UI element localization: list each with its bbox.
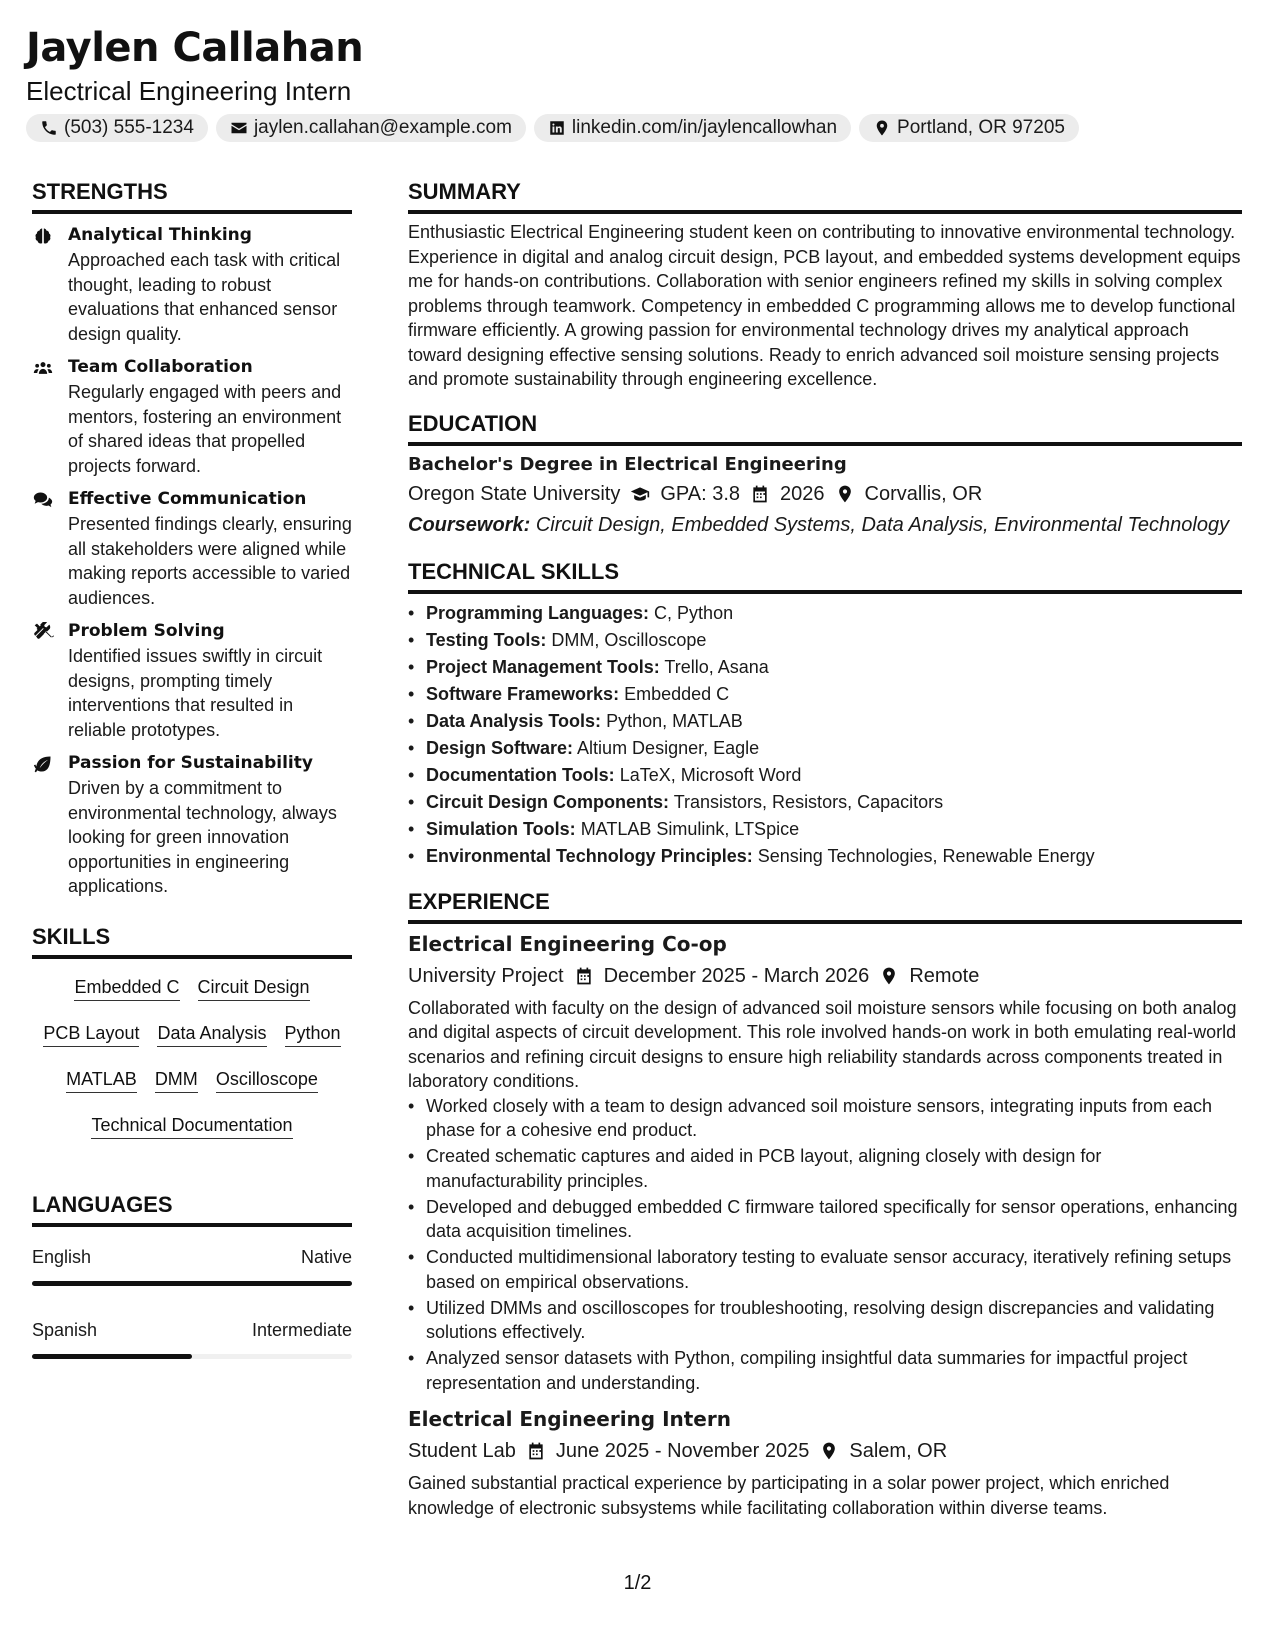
skill-values: Sensing Technologies, Renewable Energy [757,845,1095,866]
graduation-year: 2026 [780,482,825,505]
skill-values: Trello, Asana [664,656,769,677]
skill-values: MATLAB Simulink, LTSpice [580,818,800,839]
users-icon [32,358,54,378]
job-meta [408,960,1242,992]
strength-item [32,618,352,742]
skill-tag: PCB Layout [43,1021,139,1047]
list-item [408,735,1242,762]
skill-values: Altium Designer, Eagle [577,737,760,758]
job-description: Gained substantial practical experience by participating in a solar power project, which enriched knowledge of electronic subsystems while facilitating collaboration within diverse teams. [408,1473,1170,1518]
skill-category: Programming Languages: [426,602,650,623]
list-item [408,789,1242,816]
strength-desc: Identified issues swiftly in circuit designs, prompting timely interventions that resulted in reliable prototypes. [68,646,323,740]
summary-heading: SUMMARY [408,178,1242,214]
job-location: Salem, OR [849,1440,948,1462]
list-item [408,762,1242,789]
degree-title: Bachelor's Degree in Electrical Engineering [408,453,847,475]
brain-icon [32,226,54,246]
job-bullets [408,1094,1242,1396]
strength-item [32,222,352,346]
skill-values: Transistors, Resistors, Capacitors [673,791,944,812]
contact-linkedin[interactable] [534,114,851,142]
comments-icon [32,490,54,510]
education-heading: EDUCATION [408,410,1242,446]
skill-tag: Embedded C [74,975,179,1001]
skill-tag: Data Analysis [157,1021,266,1047]
skill-category: Environmental Technology Principles: [426,845,753,866]
job-meta [408,1435,1242,1467]
strength-title: Problem Solving [68,621,225,641]
job-location: Remote [909,964,980,987]
skill-values: Python, MATLAB [606,710,743,731]
school-location: Corvallis, OR [864,482,983,505]
coursework [408,510,1242,540]
list-item [408,681,1242,708]
list-item [408,708,1242,735]
skill-category: Project Management Tools: [426,656,660,677]
school-name: Oregon State University [408,482,621,505]
skill-category: Simulation Tools: [426,818,576,839]
skill-category: Documentation Tools: [426,764,615,785]
job-dates: June 2025 - November 2025 [555,1440,810,1462]
contact-phone[interactable] [26,114,208,142]
list-item: • Analyzed sensor datasets with Python, compiling insightful data summaries for impactful project representation and understanding. [408,1346,1242,1395]
education-section [408,410,1242,540]
strength-desc: Presented findings clearly, ensuring all stakeholders were aligned while making reports accessible to varied audiences. [68,514,352,608]
technical-skills-list [408,600,1242,870]
language-proficiency-bar [32,1354,352,1359]
resume-header [26,20,1256,142]
skill-tag: MATLAB [66,1067,137,1093]
experience-heading: EXPERIENCE [408,888,1242,924]
coursework-label: Coursework: [408,513,531,536]
skill-category: Circuit Design Components: [426,791,670,812]
skill-category: Design Software: [426,737,574,758]
education-meta [408,478,1242,510]
leaf-icon [32,754,54,774]
skill-tag: Python [285,1021,341,1047]
language-proficiency-bar [32,1281,352,1286]
map-pin-icon [879,966,899,986]
list-item: • Conducted multidimensional laboratory testing to evaluate sensor accuracy, iteratively refining setups based on empirical observations. [408,1245,1242,1294]
skill-values: C, Python [654,602,734,623]
skill-category: Testing Tools: [426,629,547,650]
job-title: Electrical Engineering Co-op [408,931,727,956]
linkedin-icon [548,119,566,137]
strength-desc: Approached each task with critical thought, leading to robust evaluations that enhanced sensor design quality. [68,250,341,344]
contact-linkedin-text: linkedin.com/in/jaylencallowhan [571,117,838,138]
language-level: Intermediate [251,1319,352,1340]
strengths-heading: STRENGTHS [32,178,352,214]
contact-email-text: jaylen.callahan@example.com [253,117,512,138]
contact-location-text: Portland, OR 97205 [897,117,1065,138]
list-item: • Utilized DMMs and oscilloscopes for troubleshooting, resolving design discrepancies and validating solutions effectively. [408,1296,1242,1345]
skill-category: Software Frameworks: [426,683,620,704]
gpa: GPA: 3.8 [660,482,740,505]
graduation-cap-icon [630,484,650,504]
list-item: • Worked closely with a team to design advanced soil moisture sensors, integrating inputs from each phase for a cohesive end product. [408,1094,1242,1143]
experience-entry [408,1403,1242,1520]
page-number: 1/2 [623,1572,652,1594]
strength-item [32,750,352,899]
language-proficiency-fill [32,1354,192,1359]
list-item [408,654,1242,681]
skill-category: Data Analysis Tools: [426,710,602,731]
job-dates: December 2025 - March 2026 [603,964,870,987]
phone-icon [40,119,58,137]
list-item [408,627,1242,654]
strength-title: Passion for Sustainability [68,753,313,773]
contact-location [859,114,1079,142]
calendar-icon [750,484,770,504]
skills-section [32,923,352,1139]
tools-icon [32,622,54,642]
skill-values: Embedded C [624,683,730,704]
job-org: Student Lab [408,1440,516,1462]
contact-bar [26,114,1256,142]
list-item [408,816,1242,843]
strength-item [32,486,352,610]
strength-desc: Regularly engaged with peers and mentors, fostering an environment of shared ideas that propelled projects forward. [68,382,342,476]
candidate-name: Jaylen Callahan [26,25,364,71]
skills-heading: SKILLS [32,923,352,959]
technical-skills-heading: TECHNICAL SKILLS [408,558,1242,594]
strength-title: Team Collaboration [68,357,253,377]
skill-values: LaTeX, Microsoft Word [619,764,802,785]
contact-phone-text: (503) 555-1234 [64,117,194,138]
list-item: • Developed and debugged embedded C firmware tailored specifically for sensor operations, enhancing data acquisition timelines. [408,1195,1242,1244]
right-column [408,178,1242,1520]
calendar-icon [574,966,594,986]
map-pin-icon [873,119,891,137]
map-pin-icon [835,484,855,504]
strength-title: Analytical Thinking [68,225,252,245]
job-org: University Project [408,964,564,987]
language-level: Native [300,1246,352,1267]
language-name: Spanish [32,1319,98,1340]
coursework-list: Circuit Design, Embedded Systems, Data Analysis, Environmental Technology [535,513,1230,536]
language-proficiency-fill [32,1281,352,1286]
skill-tags [32,975,352,1139]
list-item [408,843,1242,870]
left-column [32,178,352,1389]
strength-title: Effective Communication [68,489,307,509]
strength-desc: Driven by a commitment to environmental technology, always looking for green innovation opportunities in engineering applications. [68,778,337,896]
skill-tag: Circuit Design [198,975,310,1001]
contact-email[interactable] [216,114,526,142]
skill-values: DMM, Oscilloscope [551,629,707,650]
skill-tag: Technical Documentation [91,1113,292,1139]
job-description: Collaborated with faculty on the design of advanced soil moisture sensors while focusing on both analog and digital aspects of circuit development. This role involved hands-on work in both emulating real-world scenarios and refining circuit designs to ensure high reliability standards across components treated in laboratory conditions. [408,997,1237,1091]
strengths-list [32,222,352,899]
languages-heading: LANGUAGES [32,1191,352,1227]
language-item [32,1316,352,1359]
skill-tag: Oscilloscope [216,1067,318,1093]
languages-section [32,1191,352,1359]
language-item [32,1243,352,1286]
summary-text: Enthusiastic Electrical Engineering student keen on contributing to innovative environmental technology. Experience in digital and analog circuit design, PCB layout, and embedded systems development equips me for hands-on contributions. Collaboration with senior engineers refined my skills in solving complex problems through teamwork. Competency in embedded C programming allows me to develop functional firmware efficiently. A growing passion for environmental technology drives my analytical approach toward designing effective sensing solutions. Ready to enrich advanced soil moisture sensing projects and promote sustainability through engineering excellence. [408,222,1241,389]
technical-skills-section [408,558,1242,870]
strength-item [32,354,352,478]
list-item [408,600,1242,627]
calendar-icon [526,1441,546,1461]
experience-entry [408,928,1242,1396]
language-name: English [32,1246,92,1267]
candidate-headline: Electrical Engineering Intern [26,76,352,106]
list-item: • Created schematic captures and aided in PCB layout, aligning closely with design for manufacturability principles. [408,1144,1242,1193]
map-pin-icon [819,1441,839,1461]
experience-section [408,888,1242,1521]
skill-tag: DMM [155,1067,198,1093]
job-title: Electrical Engineering Intern [408,1407,731,1431]
envelope-icon [230,119,248,137]
